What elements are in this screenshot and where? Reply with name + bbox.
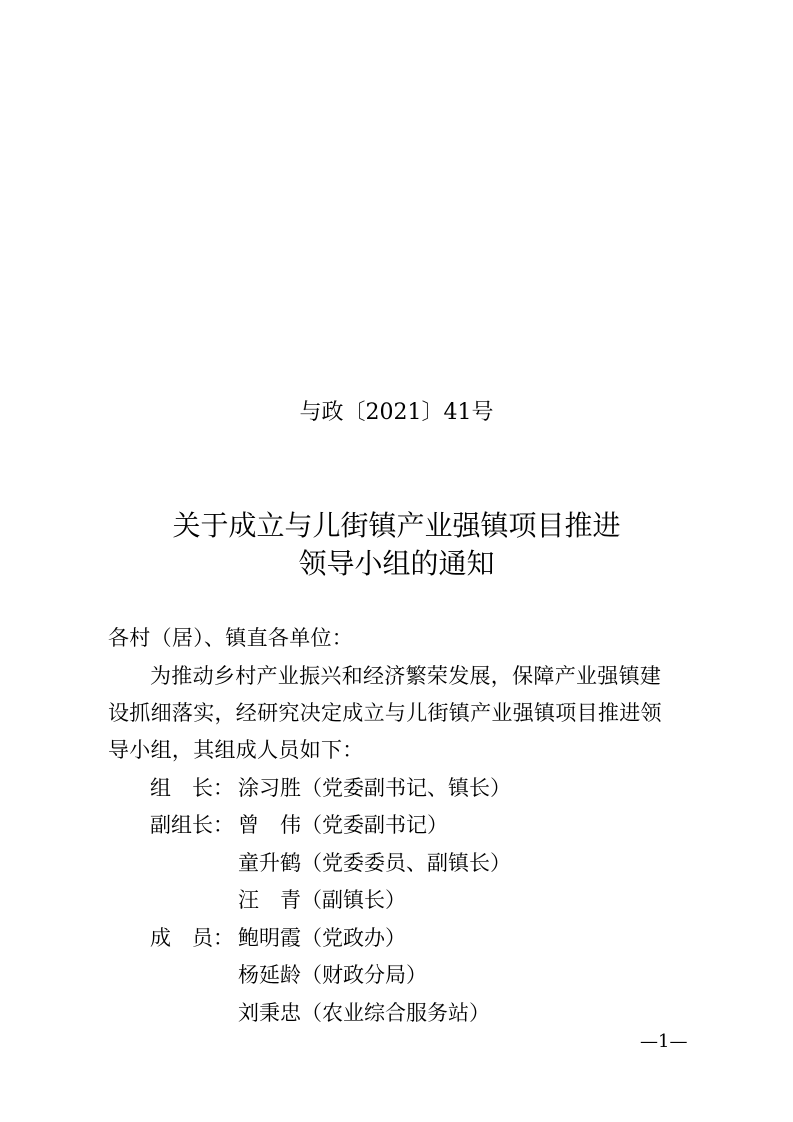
- member-row: [150, 770, 511, 807]
- member-name: 杨延龄（财政分局）: [238, 963, 427, 987]
- page-number: —1—: [640, 1031, 688, 1052]
- member-role: [150, 957, 238, 994]
- document-title-line-1: 关于成立与儿街镇产业强镇项目推进: [172, 509, 621, 542]
- document-title-line-2: 领导小组的通知: [298, 547, 495, 580]
- member-role: [150, 995, 238, 1032]
- member-name: 汪 青（副镇长）: [238, 888, 406, 912]
- member-role: [150, 882, 238, 919]
- member-row: [150, 920, 406, 957]
- member-name: 刘秉忠（农业综合服务站）: [238, 1001, 490, 1025]
- member-row: [150, 995, 490, 1032]
- member-role: 成 员：: [150, 926, 234, 950]
- salutation: 各村（居）、镇直各单位：: [108, 626, 354, 650]
- member-name: 鲍明霞（党政办）: [238, 926, 406, 950]
- body-paragraph-line-2: 设抓细落实，经研究决定成立与儿街镇产业强镇项目推进领: [108, 701, 662, 725]
- member-role: 副组长：: [150, 813, 234, 837]
- member-name: 童升鹤（党委委员、副镇长）: [238, 851, 511, 875]
- body-paragraph-line-1: 为推动乡村产业振兴和经济繁荣发展，保障产业强镇建: [150, 664, 662, 688]
- member-row: [150, 845, 511, 882]
- member-name: 涂习胜（党委副书记、镇长）: [238, 776, 511, 800]
- member-row: [150, 807, 448, 844]
- member-role: [150, 845, 238, 882]
- member-name: 曾 伟（党委副书记）: [238, 813, 448, 837]
- member-role: 组 长：: [150, 776, 234, 800]
- document-number: 与政〔2021〕41号: [299, 400, 494, 425]
- member-row: [150, 957, 427, 994]
- member-row: [150, 882, 406, 919]
- body-paragraph-line-3: 导小组，其组成人员如下：: [108, 738, 364, 762]
